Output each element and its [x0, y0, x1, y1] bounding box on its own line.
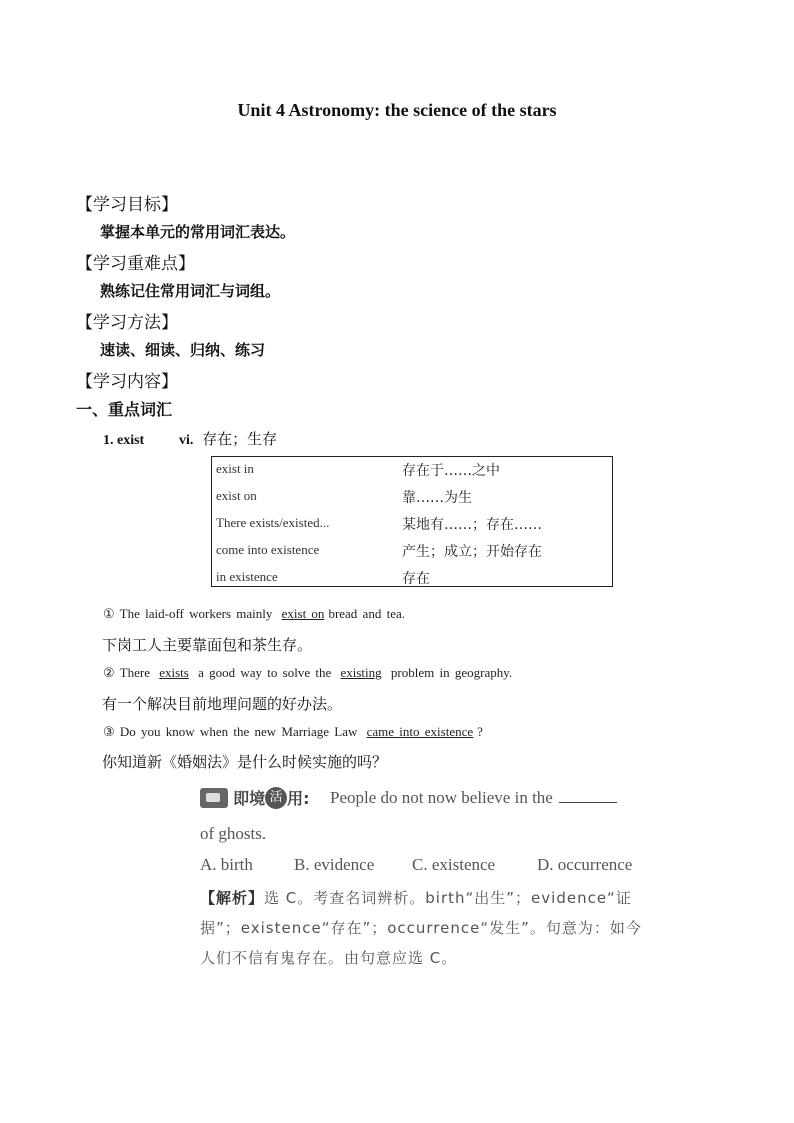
- example-blank: existing: [340, 665, 382, 680]
- method-heading: 【学习方法】: [76, 313, 178, 333]
- method-text: 速读、细读、归纳、练习: [100, 341, 266, 359]
- example-text: problem in geography.: [390, 665, 513, 680]
- vocab-heading: 一、重点词汇: [76, 400, 173, 419]
- key-text: 熟练记住常用词汇与词组。: [100, 282, 281, 300]
- phrase-row: [212, 538, 612, 564]
- question-line: [330, 788, 617, 808]
- example-text: Do you know when the new Marriage Law: [119, 724, 358, 739]
- example-sentence: [103, 665, 512, 681]
- example-translation: 你知道新《婚姻法》是什么时候实施的吗？: [102, 753, 388, 771]
- book-icon: [200, 788, 228, 808]
- analysis-line: 据”；existence“存在”；occurrence“发生”。句意为：如今: [200, 919, 642, 937]
- badge-label: 即境: [233, 789, 266, 808]
- phrase-table: [211, 456, 613, 587]
- example-text: ?: [477, 724, 483, 739]
- phrase-row: [212, 457, 612, 483]
- example-text: bread and tea.: [328, 606, 405, 621]
- phrase: in existence: [216, 569, 278, 584]
- question-text: People do not now believe in the: [330, 788, 553, 807]
- example-sentence: [103, 724, 483, 740]
- analysis-label: 【解析】: [200, 889, 265, 907]
- goal-heading: 【学习目标】: [76, 195, 178, 215]
- word-head: 1. exist: [103, 433, 145, 448]
- example-translation: 下岗工人主要靠面包和茶生存。: [102, 636, 313, 654]
- phrase: exist in: [216, 461, 254, 476]
- goal-text: 掌握本单元的常用词汇表达。: [100, 223, 296, 241]
- phrase-row: [212, 484, 612, 510]
- phrase-meaning: 存在: [402, 571, 430, 587]
- example-number: ①: [103, 606, 115, 621]
- example-blank: exist on: [281, 606, 325, 621]
- example-text: There: [119, 665, 150, 680]
- analysis-line: [200, 887, 632, 908]
- question-blank: [559, 802, 617, 803]
- phrase: There exists/existed...: [216, 515, 330, 530]
- practice-block: [200, 786, 660, 976]
- option: A. birth: [200, 855, 253, 874]
- option: D. occurrence: [537, 855, 633, 874]
- example-text: The laid-off workers mainly: [119, 606, 273, 621]
- word-meaning: 存在；生存: [202, 430, 278, 448]
- word-pos: vi.: [179, 433, 194, 448]
- key-heading: 【学习重难点】: [76, 254, 195, 274]
- phrase-meaning: 靠……为生: [402, 490, 472, 506]
- analysis-line: 人们不信有鬼存在。由句意应选 C。: [200, 949, 458, 967]
- phrase-row: [212, 511, 612, 537]
- phrase-meaning: 某地有……；存在……: [402, 517, 542, 533]
- example-number: ③: [103, 724, 115, 739]
- example-number: ②: [103, 665, 115, 680]
- example-text: a good way to solve the: [198, 665, 332, 680]
- analysis-text: 选 C。考查名词辨析。birth“出生”；evidence“证: [264, 889, 632, 907]
- phrase: come into existence: [216, 542, 320, 557]
- option: C. existence: [412, 855, 496, 874]
- example-blank: came into existence: [366, 724, 474, 739]
- option: B. evidence: [294, 855, 375, 874]
- example-blank: exists: [159, 665, 189, 680]
- question-line: of ghosts.: [200, 824, 267, 843]
- badge-label: 用:: [287, 789, 310, 808]
- phrase-meaning: 产生；成立；开始存在: [402, 544, 542, 560]
- practice-badge: [200, 786, 310, 810]
- phrase: exist on: [216, 488, 257, 503]
- word-entry: [103, 428, 277, 449]
- example-sentence: [103, 606, 405, 622]
- phrase-row: [212, 565, 612, 591]
- phrase-meaning: 存在于……之中: [402, 463, 500, 479]
- page-title: Unit 4 Astronomy: the science of the stars: [237, 100, 557, 120]
- badge-circle: 活: [265, 787, 287, 809]
- example-translation: 有一个解决目前地理问题的好办法。: [102, 695, 343, 713]
- content-heading: 【学习内容】: [76, 372, 178, 392]
